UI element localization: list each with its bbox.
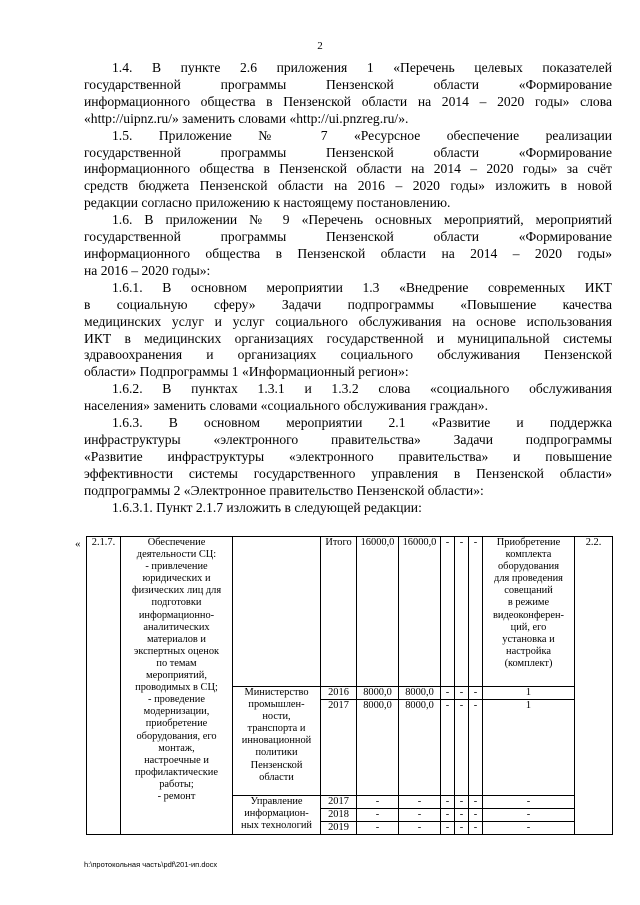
para-1-6-3-line-4: эффективности системы государственного управления в Пензенской области»	[84, 465, 612, 481]
description-line: настроечные и	[144, 754, 209, 766]
year-cell: 2018	[321, 809, 357, 822]
description-line: деятельности СЦ:	[136, 549, 217, 561]
description-line: - ремонт	[157, 790, 196, 802]
dash-cell: -	[455, 809, 469, 822]
result-value-cell: -	[483, 809, 575, 822]
result-line: оборудования	[497, 561, 560, 573]
result-value-cell: 1	[483, 687, 575, 700]
year-cell: 2017	[321, 700, 357, 796]
para-1-5-line-4: средств бюджета Пензенской области на 2016 – 2020 годы» изложить в новой	[84, 178, 612, 194]
para-1-5-line-3: информационного общества в Пензенской области на 2014 – 2020 годы» за счёт	[84, 161, 612, 177]
description-line: работы;	[159, 778, 194, 790]
total-c5: -	[469, 537, 483, 687]
description-cell	[121, 537, 233, 835]
para-1-4-line-4: «http://uipnz.ru/» заменить словами «http://ui.pnzreg.ru/».	[84, 110, 409, 126]
year-cell: 2019	[321, 822, 357, 835]
total-c4: -	[455, 537, 469, 687]
executor-line: политики	[255, 747, 298, 759]
executor-line: транспорта и	[247, 723, 306, 735]
executor-ministry-cell	[233, 687, 321, 796]
dash-cell: -	[469, 809, 483, 822]
dash-cell: -	[455, 687, 469, 700]
description-line: экспертных оценок	[133, 645, 220, 657]
total-c3: -	[441, 537, 455, 687]
executor-line: Министерство	[244, 687, 309, 698]
para-1-6-line-1: 1.6. В приложении № 9 «Перечень основных мероприятий, мероприятий	[112, 212, 612, 228]
amount-cell: -	[357, 809, 399, 822]
result-line: установка и	[502, 633, 555, 645]
dash-cell: -	[455, 796, 469, 809]
item-number-cell: 2.1.7.	[87, 537, 121, 835]
executor-line: информацион-	[244, 808, 309, 820]
description-line: подготовки	[151, 597, 202, 609]
description-line: приобретение	[145, 718, 208, 730]
description-line: материалов и	[147, 633, 206, 645]
dash-cell: -	[441, 809, 455, 822]
para-1-6-3-line-1: 1.6.3. В основном мероприятии 2.1 «Развитие и поддержка	[112, 415, 612, 431]
description-line: мероприятий,	[146, 670, 207, 682]
para-1-6-1-line-4: ИКТ в медицинских организациях государственной и муниципальной системы	[84, 330, 612, 346]
para-1-6-line-3: информационного общества в Пензенской области на 2014 – 2020 годы»	[84, 245, 612, 261]
para-1-5-line-1: 1.5. Приложение № 7 «Ресурсное обеспечение реализации	[112, 127, 612, 143]
para-1-6-1-line-1: 1.6.1. В основном мероприятии 1.3 «Внедрение современных ИКТ	[112, 279, 612, 295]
para-1-6-1-line-2: в социальную сферу» Задачи подпрограммы «Повышение качества	[84, 296, 612, 312]
description-line: по темам	[156, 657, 197, 669]
document-body	[84, 60, 612, 516]
executor-line: Управление	[250, 796, 303, 808]
executor-it-cell	[233, 796, 321, 835]
result-value-cell: -	[483, 796, 575, 809]
description-line: Обеспечение	[147, 537, 206, 548]
description-line: юридических и	[142, 573, 211, 585]
description-line: оборудования, его	[136, 730, 217, 742]
dash-cell: -	[469, 796, 483, 809]
dash-cell: -	[469, 700, 483, 796]
file-path-footer: h:\протокольная часть\pdf\201-ип.docx	[84, 860, 218, 869]
amount-cell: 8000,0	[399, 687, 441, 700]
amount-cell: 8000,0	[357, 687, 399, 700]
executor-line: Пензенской	[250, 759, 303, 771]
para-1-6-1-line-6: области» Подпрограммы 1 «Информационный регион»:	[84, 364, 409, 380]
total-col2: 16000,0	[399, 537, 441, 687]
total-col1: 16000,0	[357, 537, 399, 687]
result-value-cell: -	[483, 822, 575, 835]
amount-cell: -	[357, 822, 399, 835]
year-cell: 2016	[321, 687, 357, 700]
para-1-6-3-line-2: инфраструктуры «электронного правительства» Задачи подпрограммы	[84, 431, 612, 447]
executor-empty-cell	[233, 537, 321, 687]
amount-cell: -	[399, 809, 441, 822]
para-1-6-1-line-3: медицинских услуг и услуг социального обслуживания на основе использования	[84, 313, 612, 329]
description-line: аналитических	[143, 621, 210, 633]
description-line: модернизации,	[143, 706, 210, 718]
code-cell: 2.2.	[575, 537, 613, 835]
result-line: для проведения	[494, 573, 563, 585]
para-1-6-2-line-2: населения» заменить словами «социального обслуживания граждан».	[84, 398, 488, 414]
description-line: физических лиц для	[131, 585, 222, 597]
description-line: - привлечение	[145, 561, 208, 573]
amount-cell: -	[357, 796, 399, 809]
dash-cell: -	[441, 822, 455, 835]
measures-table	[86, 536, 613, 835]
amount-cell: -	[399, 796, 441, 809]
para-1-4-line-2: государственной программы Пензенской области «Формирование	[84, 76, 612, 92]
total-label: Итого	[321, 537, 357, 687]
para-1-5-line-2: государственной программы Пензенской области «Формирование	[84, 144, 612, 160]
dash-cell: -	[441, 687, 455, 700]
result-line: видеоконферен-	[492, 609, 564, 621]
result-value-cell: 1	[483, 700, 575, 796]
description-line: монтаж,	[158, 742, 195, 754]
executor-line: ных технологий	[241, 820, 312, 832]
para-1-6-3-line-5: подпрограммы 2 «Электронное правительство Пензенской области»:	[84, 482, 484, 498]
amount-cell: 8000,0	[357, 700, 399, 796]
para-1-6-line-2: государственной программы Пензенской области «Формирование	[84, 229, 612, 245]
result-description-cell	[483, 537, 575, 687]
result-line: ций, его	[510, 621, 547, 633]
result-line: Приобретение	[496, 537, 561, 548]
para-1-6-2-line-1: 1.6.2. В пунктах 1.3.1 и 1.3.2 слова «социального обслуживания	[112, 381, 612, 397]
year-cell: 2017	[321, 796, 357, 809]
executor-line: области	[259, 771, 294, 783]
open-quote: «	[75, 538, 81, 550]
result-line: в режиме	[507, 597, 550, 609]
amount-cell: -	[399, 822, 441, 835]
para-1-6-3-1-line-1: 1.6.3.1. Пункт 2.1.7 изложить в следующей редакции:	[112, 499, 422, 515]
para-1-6-1-line-5: здравоохранения и организациях социального обслуживания Пензенской	[84, 347, 612, 363]
result-line: (комплект)	[504, 657, 553, 669]
para-1-4-line-3: информационного общества в Пензенской области на 2014 – 2020 годы» слова	[84, 93, 612, 109]
description-line: профилактические	[135, 766, 218, 778]
amount-cell: 8000,0	[399, 700, 441, 796]
dash-cell: -	[441, 700, 455, 796]
dash-cell: -	[441, 796, 455, 809]
dash-cell: -	[469, 822, 483, 835]
table-row-total	[87, 537, 613, 687]
description-line: проводимых в СЦ;	[135, 682, 218, 694]
para-1-6-line-4: на 2016 – 2020 годы»:	[84, 262, 211, 278]
result-line: совещаний	[504, 585, 553, 597]
description-line: - проведение	[148, 694, 205, 706]
dash-cell: -	[469, 687, 483, 700]
description-line: информационно-	[138, 609, 215, 621]
dash-cell: -	[455, 700, 469, 796]
result-line: настройка	[506, 645, 551, 657]
para-1-5-line-5: редакции согласно приложению к настоящему постановлению.	[84, 195, 451, 211]
para-1-4-line-1: 1.4. В пункте 2.6 приложения 1 «Перечень целевых показателей	[112, 60, 612, 75]
page-number: 2	[317, 40, 323, 52]
executor-line: инновационной	[241, 735, 312, 747]
dash-cell: -	[455, 822, 469, 835]
executor-line: промышлен-	[248, 699, 305, 711]
result-line: комплекта	[505, 549, 552, 561]
para-1-6-3-line-3: «Развитие инфраструктуры «электронного правительства» и повышение	[84, 448, 612, 464]
executor-line: ности,	[262, 711, 291, 723]
